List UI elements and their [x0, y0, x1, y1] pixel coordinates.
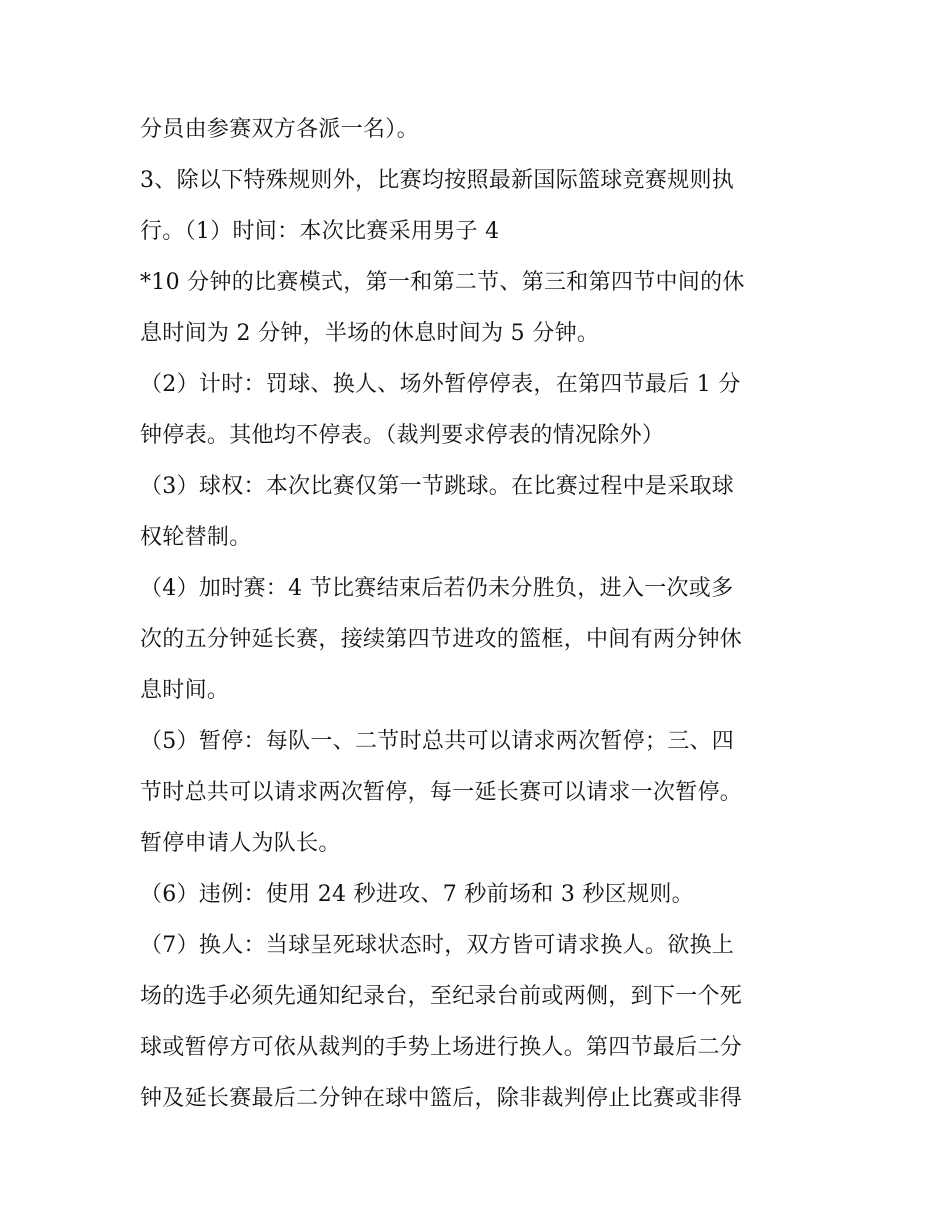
text-line: 分员由参赛双方各派一名）。	[140, 117, 419, 142]
document-body	[140, 104, 820, 1124]
text-line: *10 分钟的比赛模式，第一和第二节、第三和第四节中间的休	[140, 270, 745, 295]
text-line: （2）计时：罚球、换人、场外暂停停表，在第四节最后 1 分	[140, 372, 741, 397]
text-line: （5）暂停：每队一、二节时总共可以请求两次暂停；三、四	[140, 729, 735, 754]
text-line: 息时间。	[140, 678, 230, 703]
text-line: （3）球权：本次比赛仅第一节跳球。在比赛过程中是采取球	[140, 474, 735, 499]
text-line: 行。（1）时间：本次比赛采用男子 4	[140, 219, 500, 244]
text-line: 钟停表。其他均不停表。（裁判要求停表的情况除外）	[140, 423, 665, 448]
text-line: 钟及延长赛最后二分钟在球中篮后，除非裁判停止比赛或非得	[140, 1086, 743, 1111]
text-line: 场的选手必须先通知纪录台，至纪录台前或两侧，到下一个死	[140, 984, 743, 1009]
text-line: 权轮替制。	[140, 525, 252, 550]
text-line: （4）加时赛：4 节比赛结束后若仍未分胜负，进入一次或多	[140, 576, 734, 601]
text-line: 节时总共可以请求两次暂停，每一延长赛可以请求一次暂停。	[140, 780, 743, 805]
text-line: 息时间为 2 分钟，半场的休息时间为 5 分钟。	[140, 321, 600, 346]
text-line: （7）换人：当球呈死球状态时，双方皆可请求换人。欲换上	[140, 933, 735, 958]
text-line: 暂停申请人为队长。	[140, 831, 341, 856]
text-line: 球或暂停方可依从裁判的手势上场进行换人。第四节最后二分	[140, 1035, 743, 1060]
text-line: 次的五分钟延长赛，接续第四节进攻的篮框，中间有两分钟休	[140, 627, 743, 652]
text-line: 3、除以下特殊规则外，比赛均按照最新国际篮球竞赛规则执	[140, 168, 735, 193]
text-line: （6）违例：使用 24 秒进攻、7 秒前场和 3 秒区规则。	[140, 882, 694, 907]
